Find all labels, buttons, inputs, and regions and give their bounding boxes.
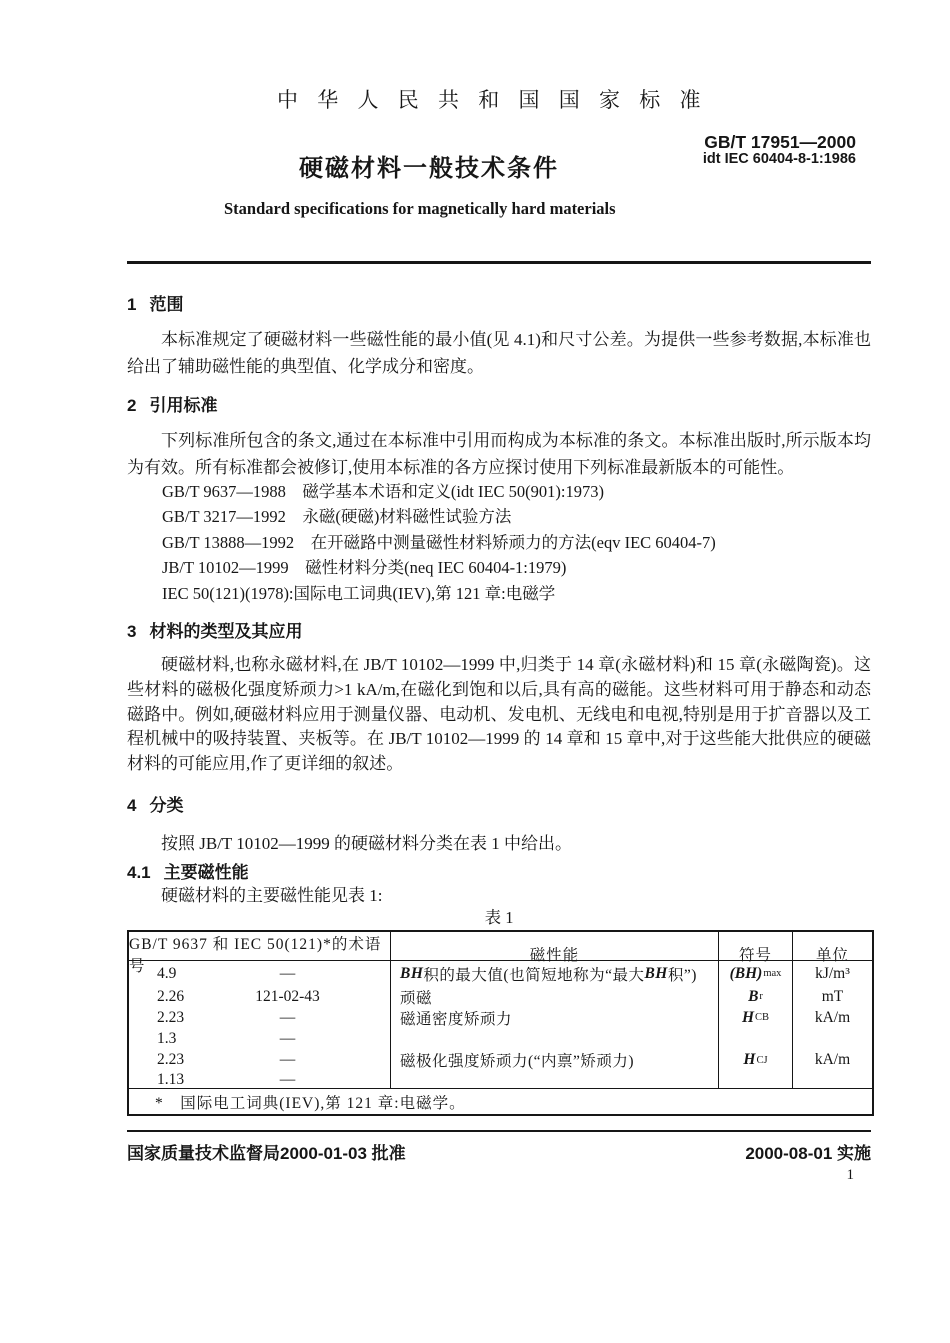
reference-item: IEC 50(121)(1978):国际电工词典(IEV),第 121 章:电磁学 (162, 583, 556, 603)
table-header-terms: GB/T 9637 和 IEC 50(121)*的术语号 (129, 932, 391, 976)
unit-line: kA/m (814, 1008, 851, 1026)
header-rule (127, 261, 871, 264)
term-number-line: 2.23 — (157, 1008, 296, 1026)
term-number-line: 1.13 — (157, 1070, 296, 1088)
reference-item: GB/T 9637—1988 磁学基本术语和定义(idt IEC 50(901):1973) (162, 482, 604, 501)
section-4-1-paragraph: 硬磁材料的主要磁性能见表 1: (161, 886, 383, 905)
section-4-1-heading (127, 858, 871, 883)
section-3-paragraph: 硬磁材料,也称永磁材料,在 JB/T 10102—1999 中,归类于 14 章(永磁材料)和 15 章(永磁陶瓷)。这些材料的磁极化强度矫顽力>1 kA/m,在磁化到饱和以后,具有高的磁能。这些材料可用于静态和动态磁路中。例如,硬磁材料应用于测量仪器、电动机、发电机、无线电和电视,特别是用于扩音器以及工程机械中的吸持装置、夹板等。在 JB/T 10102—1999 的 14 章和 15 章中,对于这些能大批供应的硬磁材料的可能应用,作了更详细的叙述。 (127, 655, 871, 774)
section-3-number: 3 (127, 622, 137, 641)
standard-code-block (703, 133, 856, 168)
section-2-heading (127, 391, 871, 416)
standard-code: GB/T 17951—2000 (704, 132, 856, 152)
property-line (391, 1028, 718, 1049)
section-2-paragraph: 下列标准所包含的条文,通过在本标准中引用而构成为本标准的条文。本标准出版时,所示版本均为有效。所有标准都会被修订,使用本标准的各方应探讨使用下列标准最新版本的可能性。 (127, 431, 871, 477)
section-4-number: 4 (127, 796, 137, 815)
section-1-title: 范围 (149, 295, 184, 314)
reference-item: GB/T 13888—1992 在开磁路中测量磁性材料矫顽力的方法(eqv IEC 60404-7) (162, 532, 716, 552)
table-footnote: * 国际电工词典(IEV),第 121 章:电磁学。 (129, 1088, 872, 1114)
page-number: 1 (846, 1167, 854, 1183)
term-number-line: 1.3 — (157, 1029, 296, 1047)
section-3-heading (127, 617, 871, 642)
section-4-title: 分类 (149, 796, 184, 815)
table-1 (127, 930, 874, 1116)
section-1-paragraph: 本标准规定了硬磁材料一些磁性能的最小值(见 4.1)和尺寸公差。为提供一些参考数据,本标准也给出了辅助磁性能的典型值、化学成分和密度。 (127, 330, 871, 376)
section-3-title: 材料的类型及其应用 (149, 622, 303, 641)
table-col-symbol (719, 961, 793, 1088)
table-header-unit: 单位 (815, 947, 849, 964)
idt-code: idt IEC 60404-8-1:1986 (702, 151, 856, 168)
section-1-heading (127, 290, 871, 315)
table-header-property: 磁性能 (391, 932, 719, 976)
approval-note: 国家质量技术监督局2000-01-03 批准 (127, 1144, 406, 1163)
unit-line: mT (821, 987, 844, 1005)
table-body (129, 961, 872, 1088)
symbol-line: H CJ (743, 1051, 768, 1068)
table-col-terms (129, 961, 391, 1088)
national-standard-label: 中 华 人 民 共 和 国 国 家 标 准 (277, 88, 708, 112)
footer-rule (127, 1130, 871, 1132)
implementation-note: 2000-08-01 实施 (745, 1144, 871, 1163)
reference-list (127, 479, 871, 606)
symbol-line: H CB (741, 1008, 770, 1026)
table-caption: 表 1 (484, 908, 514, 927)
section-1-number: 1 (127, 295, 137, 314)
symbol-line (719, 1071, 792, 1088)
section-4-1-title: 主要磁性能 (163, 863, 249, 882)
reference-item: GB/T 3217—1992 永磁(硬磁)材料磁性试验方法 (162, 507, 512, 527)
section-2-title: 引用标准 (149, 396, 218, 415)
table-header-symbol: 符号 (719, 932, 793, 976)
term-number-line: 2.26 121-02-43 (157, 987, 320, 1005)
property-line: 磁通密度矫顽力 (400, 1010, 513, 1028)
document-title-cn: 硬磁材料一般技术条件 (299, 155, 559, 182)
section-2-number: 2 (127, 396, 137, 415)
table-col-property (391, 961, 719, 1088)
property-line: BH 积的最大值(也简短地称为“最大 BH 积”) (400, 964, 697, 984)
unit-line: kA/m (814, 1051, 851, 1068)
term-number-line: 4.9 — (157, 964, 296, 982)
section-4-1-number: 4.1 (127, 863, 151, 882)
unit-line: kJ/m³ (815, 964, 850, 982)
section-4-heading (127, 791, 871, 816)
property-line: 顽磁 (400, 989, 433, 1007)
section-4-paragraph: 按照 JB/T 10102—1999 的硬磁材料分类在表 1 中给出。 (161, 834, 573, 853)
table-col-unit (793, 961, 872, 1088)
symbol-line: B r (748, 987, 763, 1005)
unit-line (793, 1028, 872, 1049)
symbol-line: (BH) max (729, 964, 782, 982)
property-line: 磁极化强度矫顽力(“内禀”矫顽力) (400, 1053, 635, 1070)
unit-line (793, 1071, 872, 1088)
term-number-line: 2.23 — (157, 1051, 296, 1068)
document-title-en: Standard specifications for magnetically hard materials (224, 199, 616, 218)
property-line (391, 1071, 718, 1088)
reference-item: JB/T 10102—1999 磁性材料分类(neq IEC 60404-1:1979) (162, 558, 567, 578)
symbol-line (719, 1028, 792, 1049)
